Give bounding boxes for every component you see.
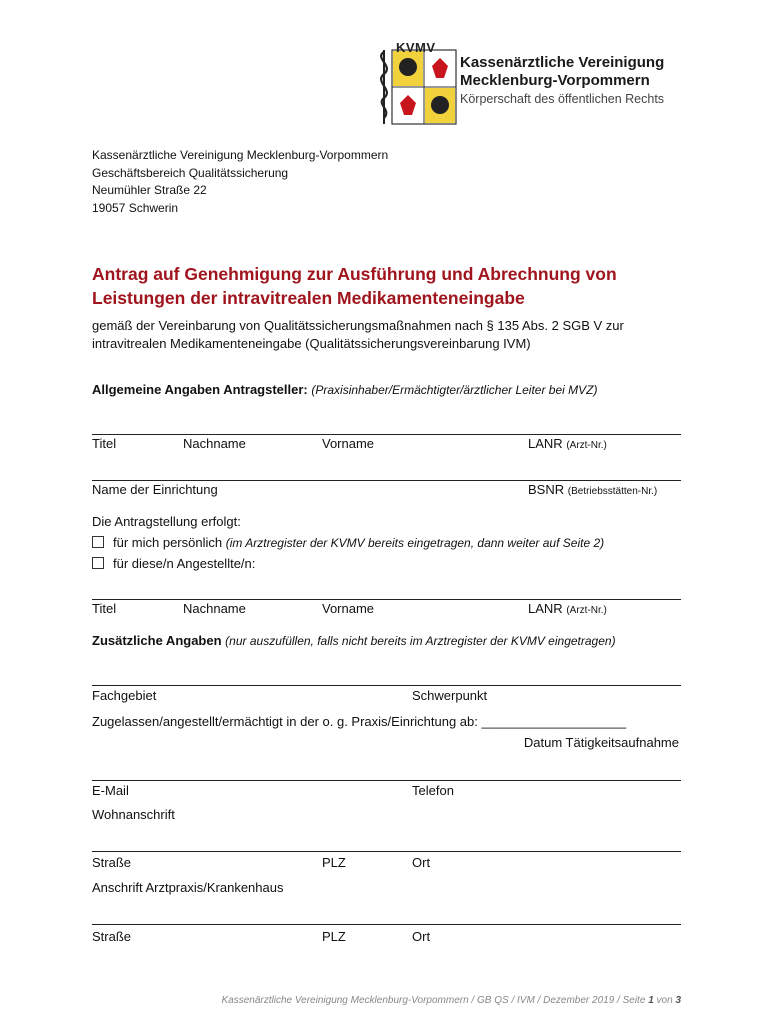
option-employee-label: für diese/n Angestellte/n: bbox=[113, 556, 256, 571]
email-field[interactable]: E-Mail bbox=[92, 783, 129, 798]
checkbox-employee[interactable] bbox=[92, 557, 104, 569]
additional-heading-note: (nur auszufüllen, falls nicht bereits im Arztregister der KVMV eingetragen) bbox=[225, 634, 616, 648]
bsnr-note: (Betriebsstätten-Nr.) bbox=[567, 486, 658, 497]
option-employee[interactable] bbox=[92, 556, 255, 571]
field-rule bbox=[92, 780, 681, 781]
practice-plz-field[interactable]: PLZ bbox=[322, 929, 346, 944]
kvmv-logo bbox=[368, 40, 688, 128]
anschrift-praxis-label: Anschrift Arztpraxis/Krankenhaus bbox=[92, 880, 284, 895]
bsnr-label: BSNR bbox=[528, 482, 565, 497]
bsnr-field[interactable] bbox=[528, 482, 657, 497]
field-rule bbox=[92, 434, 681, 435]
option-personal-note: (im Arztregister der KVMV bereits eingetragen, dann weiter auf Seite 2) bbox=[225, 536, 605, 550]
checkbox-personal[interactable] bbox=[92, 536, 104, 548]
field-rule bbox=[92, 480, 681, 481]
employee-titel-field[interactable]: Titel bbox=[92, 601, 117, 616]
footer-text: Kassenärztliche Vereinigung Mecklenburg-Vorpommern / GB QS / IVM / Dezember 2019 / Seite bbox=[221, 995, 646, 1006]
einrichtung-field[interactable]: Name der Einrichtung bbox=[92, 482, 218, 497]
wohnanschrift-label: Wohnanschrift bbox=[92, 807, 175, 822]
page-footer bbox=[222, 995, 682, 1006]
titel-field[interactable]: Titel bbox=[92, 436, 117, 451]
address-line-2: Geschäftsbereich Qualitätssicherung bbox=[92, 166, 289, 180]
subtitle-line-1: gemäß der Vereinbarung von Qualitätssicherungsmaßnahmen nach § 135 Abs. 2 SGB V zur bbox=[92, 318, 624, 333]
field-rule bbox=[92, 599, 681, 600]
lanr-label: LANR bbox=[528, 436, 563, 451]
practice-ort-field[interactable]: Ort bbox=[412, 929, 431, 944]
employee-vorname-field[interactable]: Vorname bbox=[322, 601, 375, 616]
logo-name-line2: Mecklenburg-Vorpommern bbox=[460, 72, 650, 89]
address-line-1: Kassenärztliche Vereinigung Mecklenburg-Vorpommern bbox=[92, 148, 389, 162]
logo-subtitle: Körperschaft des öffentlichen Rechts bbox=[460, 92, 665, 106]
footer-total: 3 bbox=[675, 995, 681, 1006]
general-heading-note: (Praxisinhaber/Ermächtigter/ärztlicher Leiter bei MVZ) bbox=[311, 383, 598, 397]
practice-strasse-field[interactable]: Straße bbox=[92, 929, 132, 944]
field-rule bbox=[92, 685, 681, 686]
home-strasse-field[interactable]: Straße bbox=[92, 855, 132, 870]
page-title-line-2: Leistungen der intravitrealen Medikamenteneingabe bbox=[92, 288, 525, 308]
vorname-field[interactable]: Vorname bbox=[322, 436, 375, 451]
option-personal-label: für mich persönlich bbox=[113, 535, 223, 550]
page-title-line-1: Antrag auf Genehmigung zur Ausführung und Abrechnung von bbox=[92, 264, 617, 284]
logo-name-line1: Kassenärztliche Vereinigung bbox=[460, 54, 665, 71]
schwerpunkt-field[interactable]: Schwerpunkt bbox=[412, 688, 488, 703]
subtitle-line-2: intravitrealen Medikamenteneingabe (Qualitätssicherungsvereinbarung IVM) bbox=[92, 336, 531, 351]
fachgebiet-field[interactable]: Fachgebiet bbox=[92, 688, 157, 703]
application-heading: Die Antragstellung erfolgt: bbox=[92, 514, 241, 529]
option-personal[interactable] bbox=[92, 535, 604, 550]
footer-of: von bbox=[656, 995, 673, 1006]
nachname-field[interactable]: Nachname bbox=[183, 436, 246, 451]
datum-label: Datum Tätigkeitsaufnahme bbox=[523, 735, 679, 750]
home-plz-field[interactable]: PLZ bbox=[322, 855, 346, 870]
field-rule bbox=[92, 851, 681, 852]
general-heading-label: Allgemeine Angaben Antragsteller: bbox=[92, 382, 308, 397]
general-heading bbox=[92, 382, 597, 397]
employee-nachname-field[interactable]: Nachname bbox=[183, 601, 246, 616]
telefon-field[interactable]: Telefon bbox=[412, 783, 454, 798]
home-ort-field[interactable]: Ort bbox=[412, 855, 431, 870]
logo-kvmv-text: KVMV bbox=[396, 40, 436, 55]
address-line-4: 19057 Schwerin bbox=[92, 201, 179, 215]
additional-heading-label: Zusätzliche Angaben bbox=[92, 633, 222, 648]
lanr-field[interactable] bbox=[528, 436, 607, 451]
footer-page: 1 bbox=[648, 995, 654, 1006]
additional-heading bbox=[92, 633, 616, 648]
zugelassen-field[interactable]: Zugelassen/angestellt/ermächtigt in der o. g. Praxis/Einrichtung ab: ____________________ bbox=[92, 714, 627, 729]
employee-lanr-label: LANR bbox=[528, 601, 563, 616]
employee-lanr-field[interactable] bbox=[528, 601, 607, 616]
lanr-note: (Arzt-Nr.) bbox=[566, 440, 607, 451]
address-line-3: Neumühler Straße 22 bbox=[92, 183, 207, 197]
employee-lanr-note: (Arzt-Nr.) bbox=[566, 605, 607, 616]
field-rule bbox=[92, 924, 681, 925]
